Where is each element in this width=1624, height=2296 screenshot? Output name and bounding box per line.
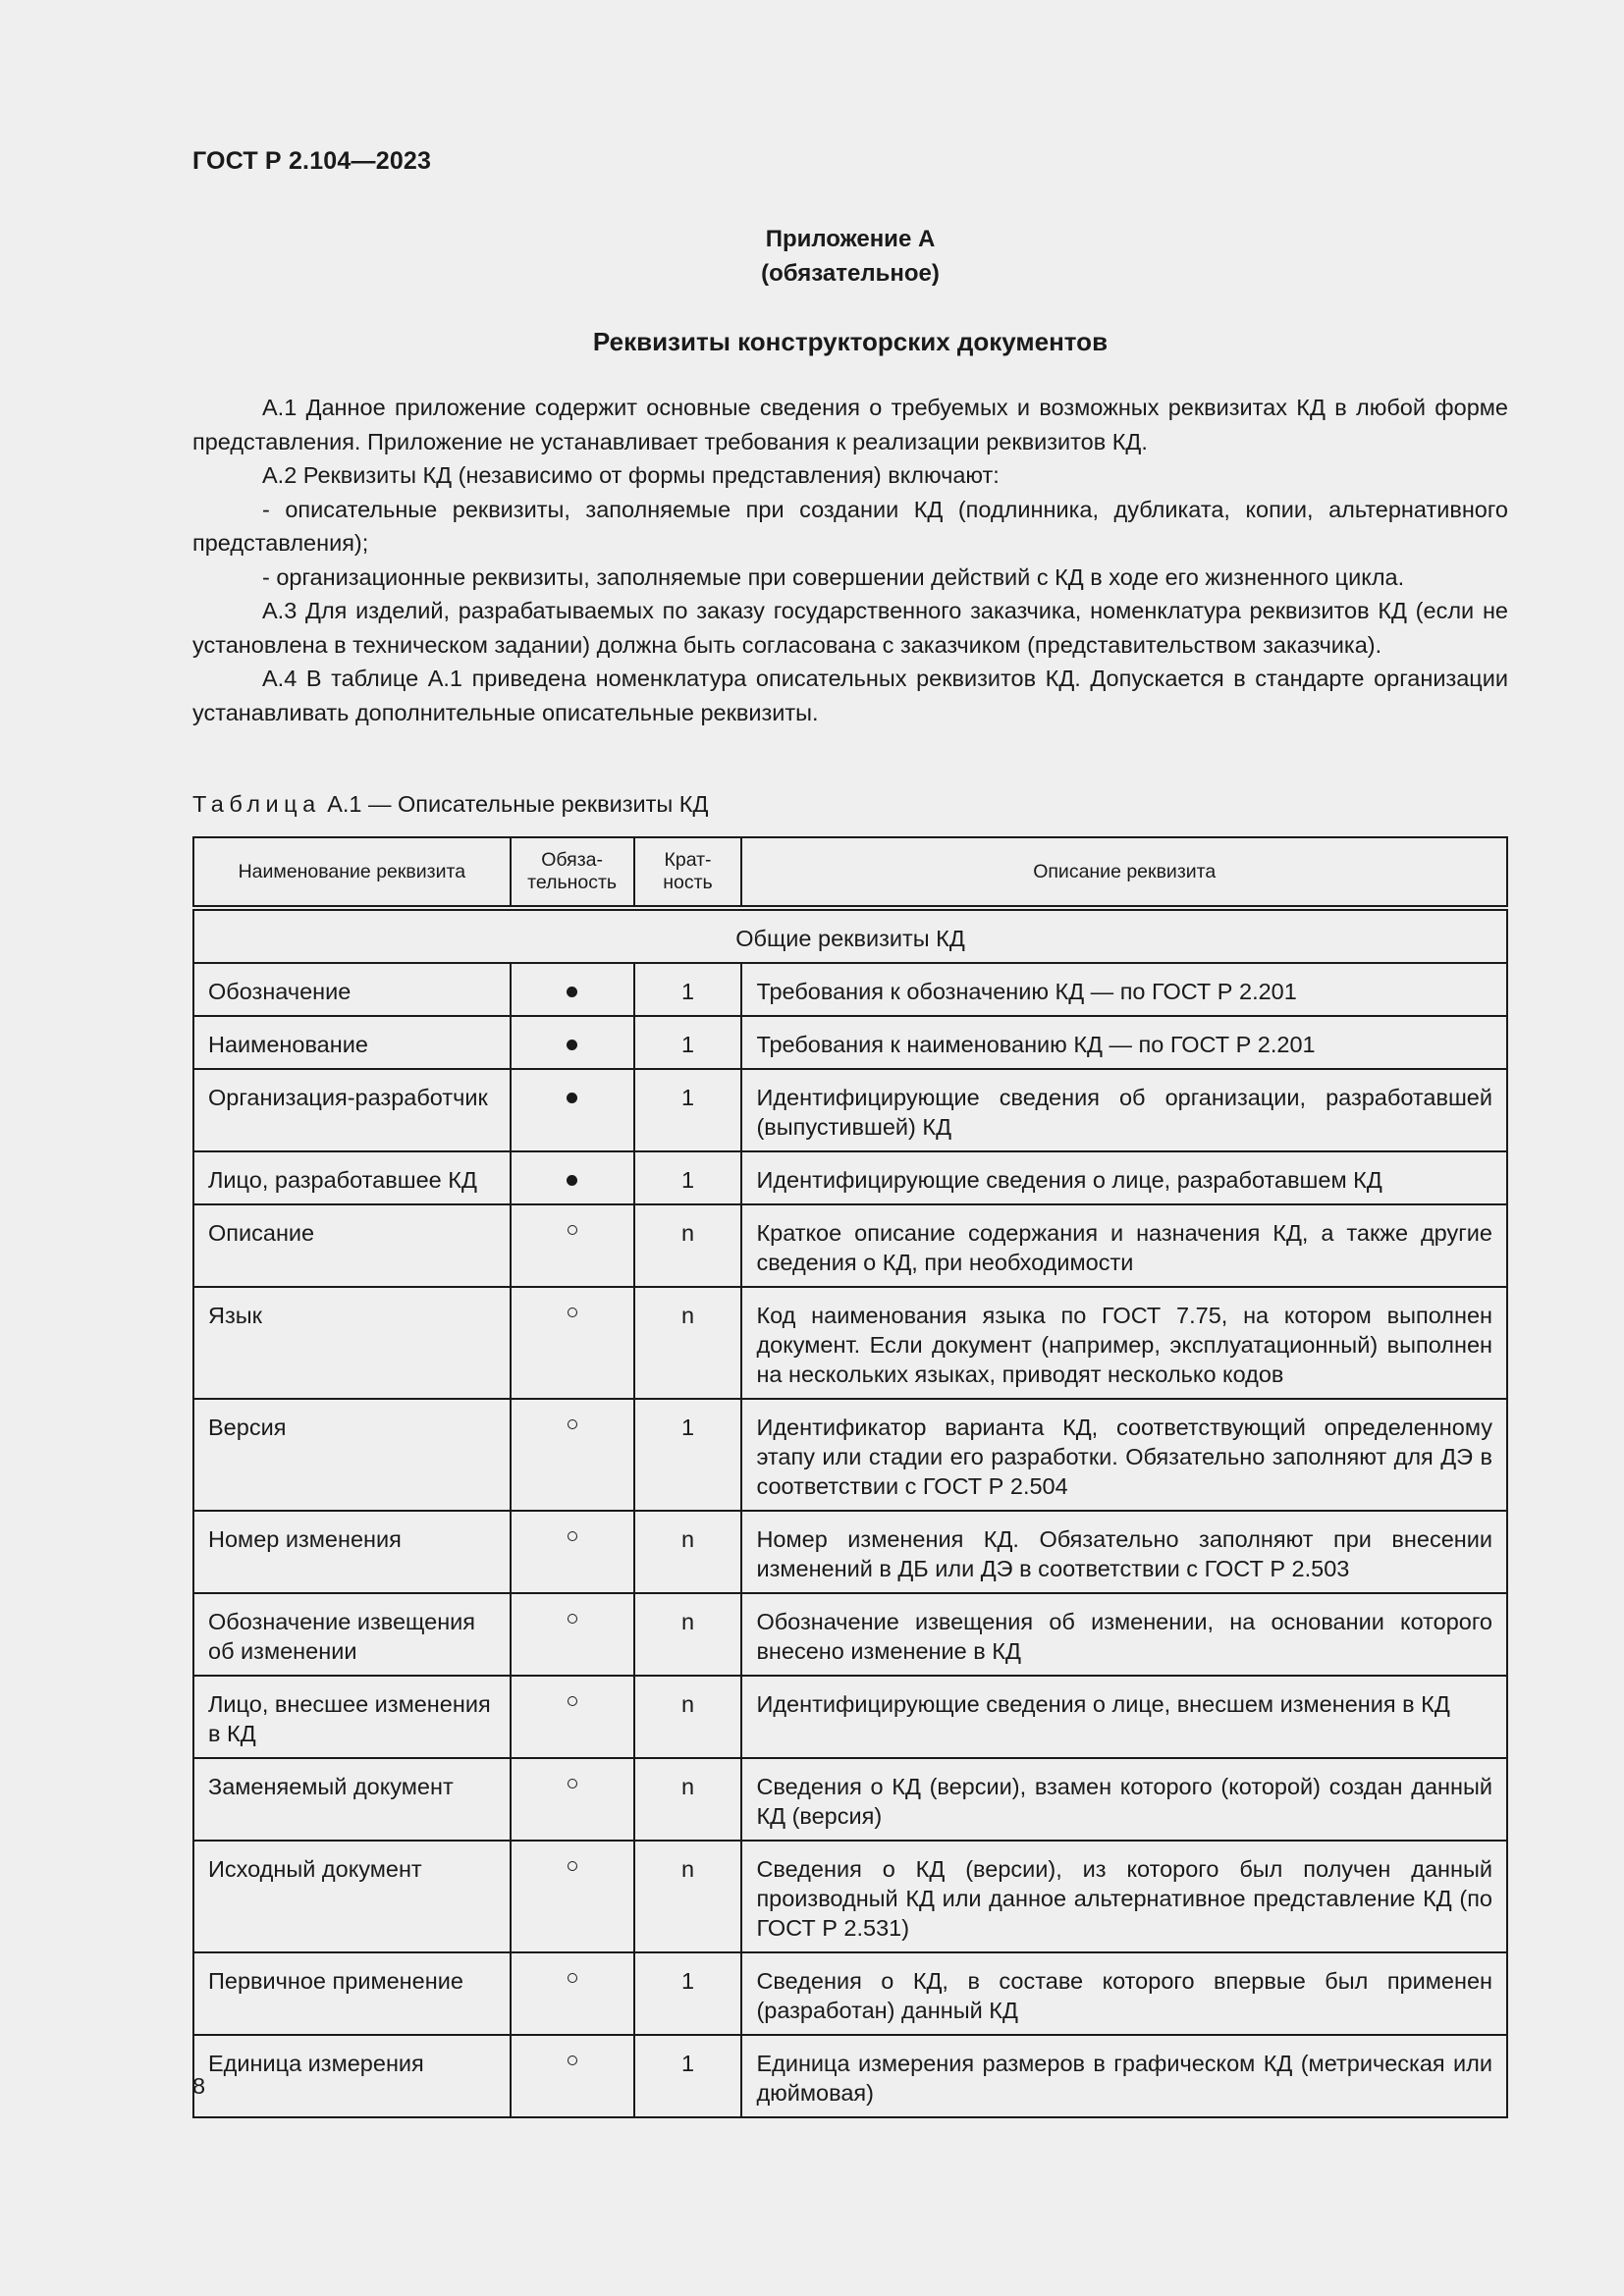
table-row: [193, 1399, 1507, 1511]
optional-circle-icon: [568, 2056, 577, 2065]
table-row: [193, 1593, 1507, 1676]
paragraph-a2-item-1: - описательные реквизиты, заполняемые при создании КД (подлинника, дубликата, копии, альтернативного представления);: [192, 496, 1508, 556]
requisite-name: Обозначение: [193, 963, 511, 1016]
requisite-description: Сведения о КД (версии), из которого был получен данный производный КД или данное альтернативное представление КД (по ГОСТ Р 2.531): [741, 1841, 1507, 1952]
requisite-multiplicity: 1: [634, 1016, 742, 1069]
paragraph-a2-item-2: - организационные реквизиты, заполняемые при совершении действий с КД в ходе его жизненного цикла.: [262, 563, 1405, 590]
requisite-description: Номер изменения КД. Обязательно заполняют при внесении изменений в ДБ или ДЭ в соответствии с ГОСТ Р 2.503: [741, 1511, 1507, 1593]
paragraph-a1: А.1 Данное приложение содержит основные сведения о требуемых и возможных реквизитах КД в любой форме представления. Приложение не устанавливает требования к реализации реквизитов КД.: [192, 395, 1508, 454]
section-heading: Реквизиты конструкторских документов: [592, 327, 1109, 356]
requisite-name: Язык: [193, 1287, 511, 1399]
requisite-mandatory: [511, 1952, 634, 2035]
requisite-mandatory: [511, 1151, 634, 1204]
requisite-description: Требования к наименованию КД — по ГОСТ Р 2.201: [741, 1016, 1507, 1069]
requisite-description: Сведения о КД, в составе которого впервые был применен (разработан) данный КД: [741, 1952, 1507, 2035]
table-caption-word: Таблица: [192, 791, 321, 817]
optional-circle-icon: [568, 1779, 577, 1789]
requisite-name: Наименование: [193, 1016, 511, 1069]
paragraph-a2: А.2 Реквизиты КД (независимо от формы представления) включают:: [262, 462, 1000, 488]
table-row: [193, 1069, 1507, 1151]
requisite-multiplicity: n: [634, 1511, 742, 1593]
header-mandatory: Обяза- тельность: [511, 837, 634, 908]
requisite-description: Идентифицирующие сведения о лице, разработавшем КД: [741, 1151, 1507, 1204]
requisite-description: Идентифицирующие сведения об организации, разработавшей (выпустившей) КД: [741, 1069, 1507, 1151]
requisite-mandatory: [511, 1593, 634, 1676]
requisite-multiplicity: 1: [634, 1151, 742, 1204]
table-caption-text: А.1 — Описательные реквизиты КД: [327, 791, 709, 817]
requisite-description: Идентифицирующие сведения о лице, внесшем изменения в КД: [741, 1676, 1507, 1758]
requisite-multiplicity: n: [634, 1841, 742, 1952]
optional-circle-icon: [568, 1861, 577, 1871]
requisite-name: Обозначение извещения об изменении: [193, 1593, 511, 1676]
requisite-mandatory: [511, 1841, 634, 1952]
mandatory-dot-icon: [567, 987, 577, 997]
requisite-mandatory: [511, 963, 634, 1016]
table-row: [193, 2035, 1507, 2117]
section-label: Общие реквизиты КД: [193, 908, 1507, 963]
requisite-mandatory: [511, 1676, 634, 1758]
appendix-title: Приложение А: [765, 226, 936, 252]
optional-circle-icon: [568, 1531, 577, 1541]
mandatory-dot-icon: [567, 1040, 577, 1050]
requisite-multiplicity: 1: [634, 1069, 742, 1151]
paragraph-a3: А.3 Для изделий, разрабатываемых по заказу государственного заказчика, номенклатура реквизитов КД (если не установлена в техническом задании) должна быть согласована с заказчиком (представительством заказчика).: [192, 598, 1508, 658]
paragraph-a4: А.4 В таблице А.1 приведена номенклатура описательных реквизитов КД. Допускается в стандарте организации устанавливать дополнительные описательные реквизиты.: [192, 666, 1508, 725]
table-header-row: [193, 837, 1507, 908]
requisite-multiplicity: 1: [634, 1952, 742, 2035]
table-row: [193, 1016, 1507, 1069]
requisite-name: Исходный документ: [193, 1841, 511, 1952]
requisite-mandatory: [511, 1016, 634, 1069]
body-text: [192, 391, 1508, 729]
requisite-multiplicity: n: [634, 1758, 742, 1841]
requisite-mandatory: [511, 1069, 634, 1151]
table-row: [193, 1952, 1507, 2035]
standard-designation: ГОСТ Р 2.104—2023: [192, 147, 432, 175]
requisite-multiplicity: n: [634, 1204, 742, 1287]
requisite-description: Требования к обозначению КД — по ГОСТ Р 2.201: [741, 963, 1507, 1016]
header-multiplicity: Крат- ность: [634, 837, 742, 908]
requisite-mandatory: [511, 1204, 634, 1287]
header-description: Описание реквизита: [741, 837, 1507, 908]
table-row: [193, 1841, 1507, 1952]
requisite-mandatory: [511, 1758, 634, 1841]
requisite-mandatory: [511, 1511, 634, 1593]
requisite-multiplicity: 1: [634, 963, 742, 1016]
header-name: Наименование реквизита: [193, 837, 511, 908]
requisite-name: Единица измерения: [193, 2035, 511, 2117]
requisite-name: Версия: [193, 1399, 511, 1511]
optional-circle-icon: [568, 1696, 577, 1706]
table-section-row: [193, 908, 1507, 963]
requisite-mandatory: [511, 1287, 634, 1399]
mandatory-dot-icon: [567, 1175, 577, 1186]
requisite-name: Лицо, разработавшее КД: [193, 1151, 511, 1204]
requisite-name: Организация-разработчик: [193, 1069, 511, 1151]
requisite-multiplicity: n: [634, 1593, 742, 1676]
optional-circle-icon: [568, 1419, 577, 1429]
table-row: [193, 963, 1507, 1016]
requisite-name: Первичное применение: [193, 1952, 511, 2035]
table-row: [193, 1758, 1507, 1841]
table-row: [193, 1511, 1507, 1593]
requisite-mandatory: [511, 1399, 634, 1511]
requisite-multiplicity: n: [634, 1676, 742, 1758]
requisite-description: Код наименования языка по ГОСТ 7.75, на котором выполнен документ. Если документ (например, эксплуатационный) выполнен на нескольких языках, приводят несколько кодов: [741, 1287, 1507, 1399]
table-row: [193, 1204, 1507, 1287]
optional-circle-icon: [568, 1614, 577, 1624]
table-row: [193, 1151, 1507, 1204]
table-caption: [192, 791, 708, 818]
requisite-description: Обозначение извещения об изменении, на основании которого внесено изменение в КД: [741, 1593, 1507, 1676]
optional-circle-icon: [568, 1225, 577, 1235]
requisite-name: Номер изменения: [193, 1511, 511, 1593]
requisite-description: Краткое описание содержания и назначения КД, а также другие сведения о КД, при необходимости: [741, 1204, 1507, 1287]
requisite-description: Единица измерения размеров в графическом КД (метрическая или дюймовая): [741, 2035, 1507, 2117]
requisite-name: Заменяемый документ: [193, 1758, 511, 1841]
requisite-mandatory: [511, 2035, 634, 2117]
requisite-name: Описание: [193, 1204, 511, 1287]
mandatory-dot-icon: [567, 1093, 577, 1103]
requisites-table: [192, 836, 1508, 2118]
requisite-multiplicity: 1: [634, 2035, 742, 2117]
requisite-multiplicity: n: [634, 1287, 742, 1399]
requisite-description: Сведения о КД (версии), взамен которого (которой) создан данный КД (версия): [741, 1758, 1507, 1841]
table-row: [193, 1676, 1507, 1758]
requisite-name: Лицо, внесшее изменения в КД: [193, 1676, 511, 1758]
requisite-multiplicity: 1: [634, 1399, 742, 1511]
optional-circle-icon: [568, 1308, 577, 1317]
appendix-status: (обязательное): [761, 260, 940, 287]
optional-circle-icon: [568, 1973, 577, 1983]
page-number: 8: [192, 2073, 206, 2099]
table-row: [193, 1287, 1507, 1399]
requisite-description: Идентификатор варианта КД, соответствующий определенному этапу или стадии его разработки. Обязательно заполняют для ДЭ в соответствии с ГОСТ Р 2.504: [741, 1399, 1507, 1511]
